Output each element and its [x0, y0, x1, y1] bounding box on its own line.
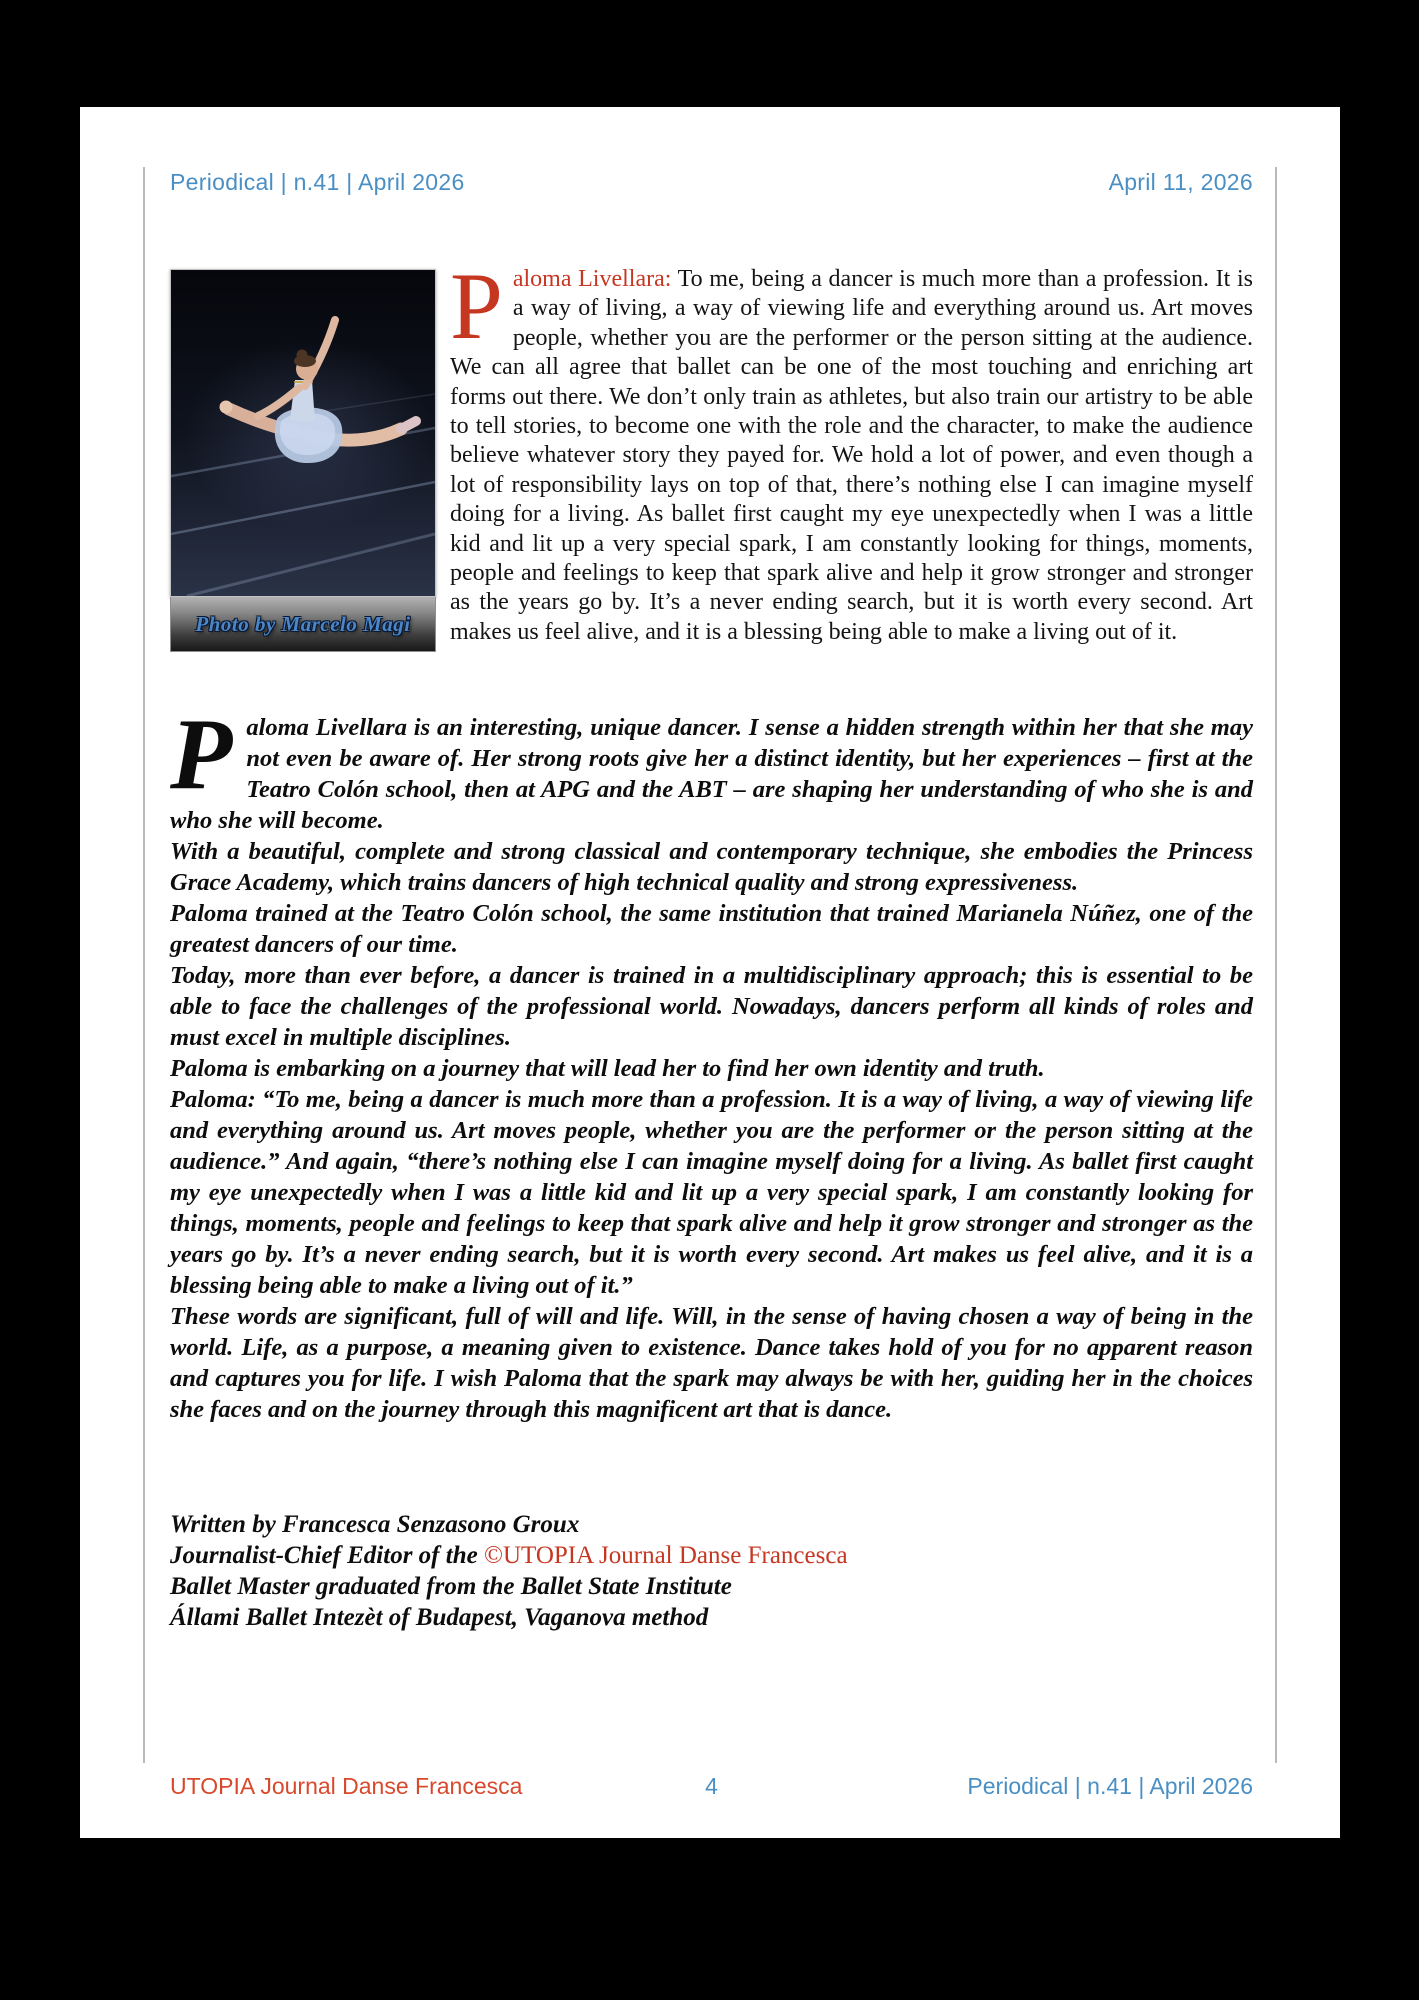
- photo-caption-bar: [170, 597, 436, 652]
- byline-block: [170, 1509, 1253, 1633]
- lede-section: [170, 253, 1253, 652]
- drop-cap-black: P: [170, 698, 233, 811]
- interview-speaker: aloma Livellara:: [512, 266, 672, 292]
- magazine-page: [80, 107, 1340, 1838]
- editorial-paragraph: Paloma trained at the Teatro Colón school, the same institution that trained Marianela Núñez, one of the greatest dancers of our time.: [170, 900, 1253, 958]
- byline-author: Written by Francesca Senzasono Groux: [170, 1511, 580, 1538]
- page-content: [170, 253, 1253, 1633]
- editorial-paragraph: Paloma is embarking on a journey that will lead her to find her own identity and truth.: [170, 1055, 1045, 1082]
- editorial-lead-paragraph: [170, 698, 1253, 836]
- footer-issue-info: Periodical | n.41 | April 2026: [967, 1773, 1253, 1799]
- photo-unit: [170, 269, 436, 652]
- interview-paragraph: [450, 253, 1253, 652]
- editorial-paragraph: Today, more than ever before, a dancer is trained in a multidisciplinary approach; this is essential to be able to face the challenges of the professional world. Nowadays, dancers perform all kinds of roles and must excel in multiple disciplines.: [170, 962, 1253, 1051]
- editorial-paragraph: These words are significant, full of will and life. Will, in the sense of having chosen a way of being in the world. Life, as a purpose, a meaning given to existence. Dance takes hold of you for no apparent reason and captures you for life. I wish Paloma that the spark may always be with her, guiding her in the choices she faces and on the journey through this magnificent art that is dance.: [170, 1303, 1253, 1423]
- byline-role: [170, 1540, 1253, 1571]
- editorial-lead-text: aloma Livellara is an interesting, unique dancer. I sense a hidden strength within her that she may not even be aware of. Her strong roots give her a distinct identity, but her experiences – first at the Teatro Colón school, then at APG and the ABT – are shaping her understanding of who she is and who she will become.: [170, 714, 1253, 834]
- byline-institute: Állami Ballet Intezèt of Budapest, Vaganova method: [170, 1604, 709, 1631]
- footer-journal-name: UTOPIA Journal Danse Francesca: [170, 1773, 523, 1799]
- byline-journal-name: ©UTOPIA Journal Danse Francesca: [483, 1542, 848, 1569]
- right-margin-rule: [1275, 167, 1277, 1763]
- header-issue-info: Periodical | n.41 | April 2026: [170, 169, 465, 195]
- header-date: April 11, 2026: [1108, 169, 1253, 195]
- footer-page-number: 4: [705, 1773, 718, 1799]
- drop-cap-red: P: [450, 253, 503, 359]
- editorial-section: [170, 698, 1253, 1425]
- byline-role-text: Journalist-Chief Editor of the: [170, 1542, 484, 1569]
- dancer-photo: [170, 269, 436, 597]
- left-margin-rule: [143, 167, 145, 1763]
- editorial-paragraph: With a beautiful, complete and strong classical and contemporary technique, she embodies the Princess Grace Academy, which trains dancers of high technical quality and strong expressiveness.: [170, 838, 1253, 896]
- photo-caption: Photo by Marcelo Magi: [195, 611, 411, 636]
- editorial-paragraph: Paloma: “To me, being a dancer is much more than a profession. It is a way of living, a way of viewing life and everything around us. Art moves people, whether you are the performer or the person sitting at the audience.” And again, “there’s nothing else I can imagine myself doing for a living. As ballet first caught my eye unexpectedly when I was a little kid and lit up a very special spark, I am constantly looking for things, moments, people and feelings to keep that spark alive and help it grow stronger and stronger as the years go by. It’s a never ending search, but it is worth every second. Art makes us feel alive, and it is a blessing being able to make a living out of it.”: [170, 1086, 1253, 1299]
- byline-credential: Ballet Master graduated from the Ballet State Institute: [170, 1573, 732, 1600]
- interview-body: To me, being a dancer is much more than a profession. It is a way of living, a way of viewing life and everything around us. Art moves people, whether you are the performer or the person sitting at the audience. We can all agree that ballet can be one of the most touching and enriching art forms out there. We don’t only train as athletes, but also train our artistry to be able to tell stories, to become one with the role and the character, to make the audience believe whatever story they payed for. We hold a lot of power, and even though a lot of responsibility lays on top of that, there’s nothing else I can imagine myself doing for a living. As ballet first caught my eye unexpectedly when I was a little kid and lit up a very special spark, I am constantly looking for things, moments, people and feelings to keep that spark alive and help it grow stronger and stronger as the years go by. It’s a never ending search, but it is worth every second. Art makes us feel alive, and it is a blessing being able to make a living out of it.: [450, 266, 1253, 645]
- page-header: [170, 169, 1253, 196]
- dancer-photo-illustration: [171, 270, 435, 596]
